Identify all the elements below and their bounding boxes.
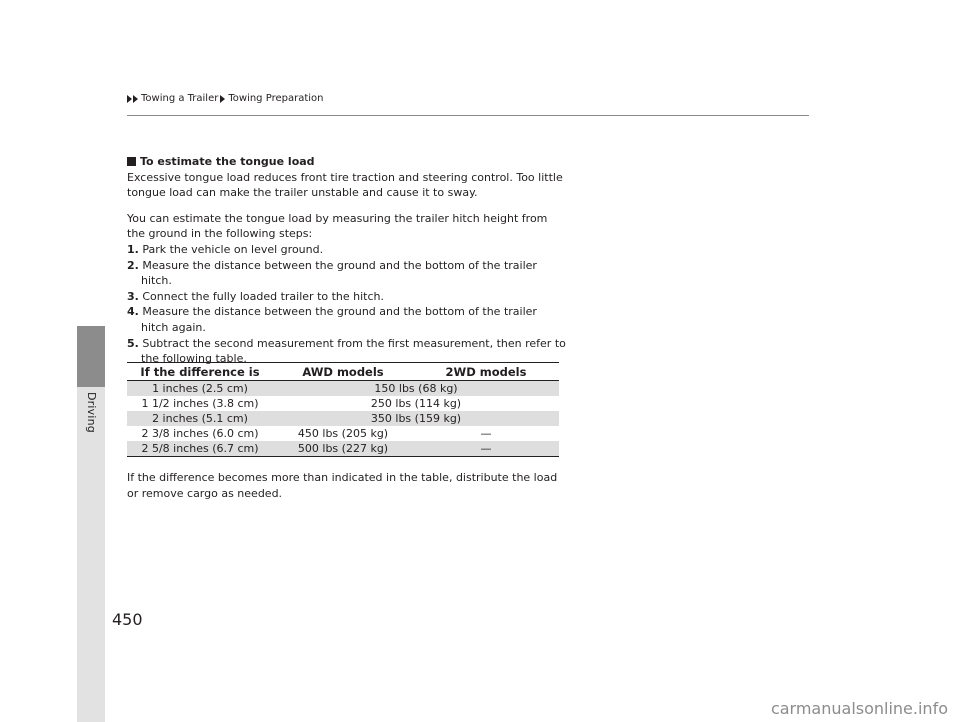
step-text: Connect the fully loaded trailer to the hitch. [142,289,385,303]
table-row [127,411,559,426]
cell-difference: 2 5/8 inches (6.7 cm) [127,441,273,457]
cell-load-2wd: — [413,441,559,457]
cell-difference: 1 1/2 inches (3.8 cm) [141,397,259,410]
square-bullet-icon [127,157,136,166]
cell-load-merged: 150 lbs (68 kg) [273,381,559,397]
breadcrumb [127,93,325,104]
step-number: 4. [127,305,139,319]
table-row [127,426,559,441]
table-row [127,381,559,397]
breadcrumb-arrow-icon [220,95,225,103]
step-number: 3. [127,289,139,303]
tongue-load-table [127,362,559,457]
cell-difference: 2 inches (5.1 cm) [127,411,273,426]
cell-load-awd: 500 lbs (227 kg) [273,441,413,457]
section-content [127,154,567,367]
section-heading [127,154,567,170]
chapter-tab [77,326,105,387]
breadcrumb-arrow-icon [133,95,138,103]
page-number: 450 [112,610,143,629]
list-item [127,242,567,258]
step-number: 5. [127,336,139,350]
chapter-strip [77,387,105,722]
chapter-label: Driving [85,392,98,433]
list-item [127,258,567,289]
breadcrumb-item-towing-preparation[interactable]: Towing Preparation [228,93,324,104]
cell-load-merged: 350 lbs (159 kg) [273,411,559,426]
column-header-difference: If the difference is [127,363,273,381]
column-header-awd: AWD models [273,363,413,381]
step-text: Park the vehicle on level ground. [142,242,324,256]
list-item [127,304,567,335]
step-number: 1. [127,242,139,256]
column-header-2wd: 2WD models [413,363,559,381]
step-text: Measure the distance between the ground and the bottom of the trailer hitch. [141,258,537,288]
table-row [127,441,559,457]
cell-load-2wd: — [480,427,492,440]
step-number: 2. [127,258,139,272]
intro-paragraph: Excessive tongue load reduces front tire traction and steering control. Too little tongue load can make the trailer unstable and cause it to sway. [127,170,563,200]
list-item [127,289,567,305]
table-header-row [127,363,559,381]
section-heading-text: To estimate the tongue load [140,155,315,168]
cell-difference: 1 inches (2.5 cm) [127,381,273,397]
breadcrumb-item-towing-a-trailer[interactable]: Towing a Trailer [141,93,219,104]
steps-list [127,242,567,367]
step-text: Measure the distance between the ground and the bottom of the trailer hitch again. [141,305,537,334]
table-row [127,396,559,411]
header-rule [127,115,809,116]
watermark: carmanualsonline.info [770,699,948,718]
cell-load-merged: 250 lbs (114 kg) [370,397,462,410]
step-text: Subtract the second measurement from the first measurement, then refer to the following table. [141,336,566,366]
cell-difference: 2 3/8 inches (6.0 cm) [141,427,259,440]
lead-paragraph: You can estimate the tongue load by measuring the trailer hitch height from the ground in the following steps: [127,211,548,241]
breadcrumb-arrow-icon [127,95,132,103]
cell-load-awd: 450 lbs (205 kg) [297,427,389,440]
closing-paragraph: If the difference becomes more than indicated in the table, distribute the load or remove cargo as needed. [127,471,558,500]
